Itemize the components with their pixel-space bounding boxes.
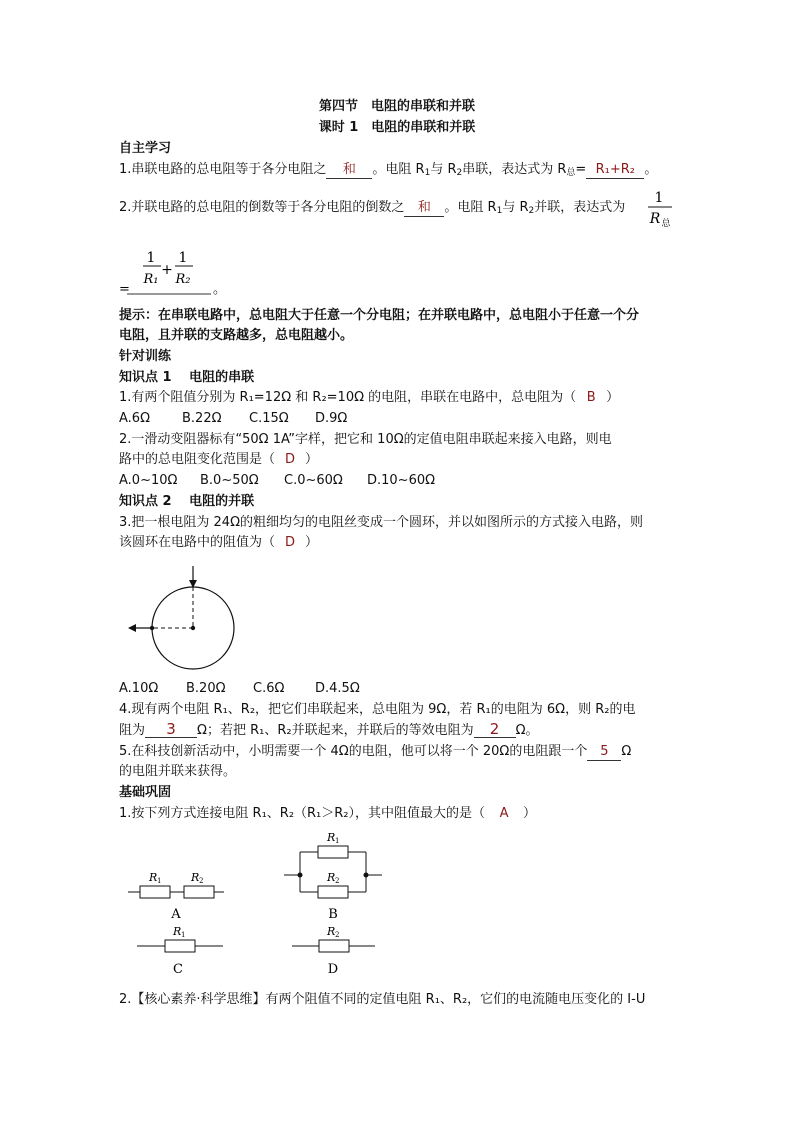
lesson-subtitle: 课时 1 电阻的串联和并联 [318,120,476,135]
option-a[interactable]: A.10Ω [119,681,159,696]
svg-text:1: 1 [146,250,156,266]
svg-text:=: = [119,282,130,297]
svg-text:R: R [191,871,200,884]
option-c[interactable]: C.0~60Ω [284,473,343,488]
training-question-4-line-2: 阻为 3 Ω；若把 R₁、R₂并联起来，并联后的等效电阻为 2 Ω。 [119,720,539,738]
option-b[interactable]: B.20Ω [186,681,226,696]
svg-text:R: R [149,871,158,884]
circuit-c-r1 [137,925,223,977]
svg-text:1: 1 [178,250,188,266]
svg-text:R: R [327,871,336,884]
svg-text:R₁: R₁ [143,272,159,287]
answer-choice: D [285,452,296,467]
circuit-d-r2 [292,925,375,977]
basic-question-1: 1.按下列方式连接电阻 R₁、R₂（R₁＞R₂），其中阻值最大的是（ A ） [119,804,536,824]
tip-line-2: 电阻，且并联的支路越多，总电阻越小。 [119,328,354,343]
option-d[interactable]: D.4.5Ω [315,681,360,696]
resistor-connection-diagrams [120,830,400,980]
section-training: 针对训练 [119,349,172,364]
training-question-5-line-1: 5.在科技创新活动中，小明需要一个 4Ω的电阻，他可以将一个 20Ω的电阻跟一个 5 Ω [119,744,632,759]
svg-text:+: + [161,262,173,278]
question-2-options [119,471,435,491]
answer-choice: A [499,806,509,821]
svg-text:D: D [327,962,339,977]
svg-text:。: 。 [213,282,227,297]
answer-blank[interactable]: R₁+R₂ [586,162,644,179]
answer-choice: B [586,390,596,405]
section-self-study: 自主学习 [119,141,172,156]
svg-text:2: 2 [335,877,340,885]
svg-text:C: C [173,962,183,977]
option-c[interactable]: C.15Ω [249,411,289,426]
answer-blank[interactable]: 3 [145,721,197,738]
svg-text:R: R [327,831,336,844]
svg-text:1: 1 [181,931,186,939]
training-question-2-line-2: 路中的总电阻变化范围是（ D ） [119,450,318,470]
option-d[interactable]: D.9Ω [315,411,348,426]
option-c[interactable]: C.6Ω [253,681,285,696]
total-resistance-fraction [644,186,674,230]
svg-text:2: 2 [199,877,204,885]
circuit-a-series [128,871,224,922]
svg-text:2: 2 [335,931,340,939]
training-question-5-line-2: 的电阻并联来获得。 [119,764,237,779]
svg-text:A: A [171,907,181,922]
svg-text:R: R [173,925,182,938]
training-question-3-line-2: 该圆环在电路中的阻值为（ D ） [119,533,318,553]
svg-text:总: 总 [661,219,671,229]
training-question-3-line-1: 3.把一根电阻为 24Ω的粗细均匀的电阻丝变成一个圆环，并以如图所示的方式接入电路，则 [119,515,644,530]
option-b[interactable]: B.22Ω [182,411,222,426]
svg-text:1: 1 [157,877,162,885]
basic-question-2: 2.【核心素养·科学思维】有两个阻值不同的定值电阻 R₁、R₂，它们的电流随电压变化的 I-U [119,992,646,1007]
answer-blank[interactable]: 和 [404,200,444,217]
self-study-question-1: 1.串联电路的总电阻等于各分电阻之 和 。电阻 $R_1$与 $R_2$串联，表达式为 $R_总= R_1+R_2$ 。 [119,162,658,178]
ring-resistor-figure [120,564,250,676]
answer-blank[interactable]: 2 [474,721,516,738]
parallel-formula [119,248,229,298]
knowledge-point-2: 知识点 2 电阻的并联 [119,494,255,509]
training-question-4-line-1: 4.现有两个电阻 R₁、R₂，把它们串联起来，总电阻为 9Ω，若 R₁的电阻为 6Ω，则 R₂的电 [119,702,636,717]
option-d[interactable]: D.10~60Ω [367,473,436,488]
circuit-b-parallel [284,831,382,922]
answer-blank[interactable]: 5 [587,744,621,761]
svg-text:1: 1 [654,190,664,206]
question-3-options [119,679,360,699]
option-a[interactable]: A.0~10Ω [119,473,178,488]
option-a[interactable]: A.6Ω [119,411,151,426]
answer-blank[interactable]: 和 [326,162,372,179]
svg-text:R₂: R₂ [175,272,191,287]
self-study-question-2: 2.并联电路的总电阻的倒数等于各分电阻的倒数之 和 。电阻 $R_1$与 $R_2$并联，表达式为 [119,200,626,216]
answer-choice: D [285,535,296,550]
question-1-options [119,409,347,429]
svg-text:R: R [649,211,661,227]
section-basic: 基础巩固 [119,785,172,800]
training-question-1: 1.有两个阻值分别为 R₁=12Ω 和 R₂=10Ω 的电阻，串联在电路中，总电阻为（ B ） [119,388,619,408]
option-b[interactable]: B.0~50Ω [200,473,259,488]
svg-text:B: B [328,907,338,922]
svg-text:R: R [327,925,336,938]
training-question-2-line-1: 2.一滑动变阻器标有“50Ω 1A”字样，把它和 10Ω的定值电阻串联起来接入电路，则电 [119,432,612,447]
page-title: 第四节 电阻的串联和并联 [318,99,475,114]
tip-line-1: 提示：在串联电路中，总电阻大于任意一个分电阻；在并联电路中，总电阻小于任意一个分 [119,308,640,323]
svg-text:1: 1 [335,837,340,845]
knowledge-point-1: 知识点 1 电阻的串联 [119,370,255,385]
